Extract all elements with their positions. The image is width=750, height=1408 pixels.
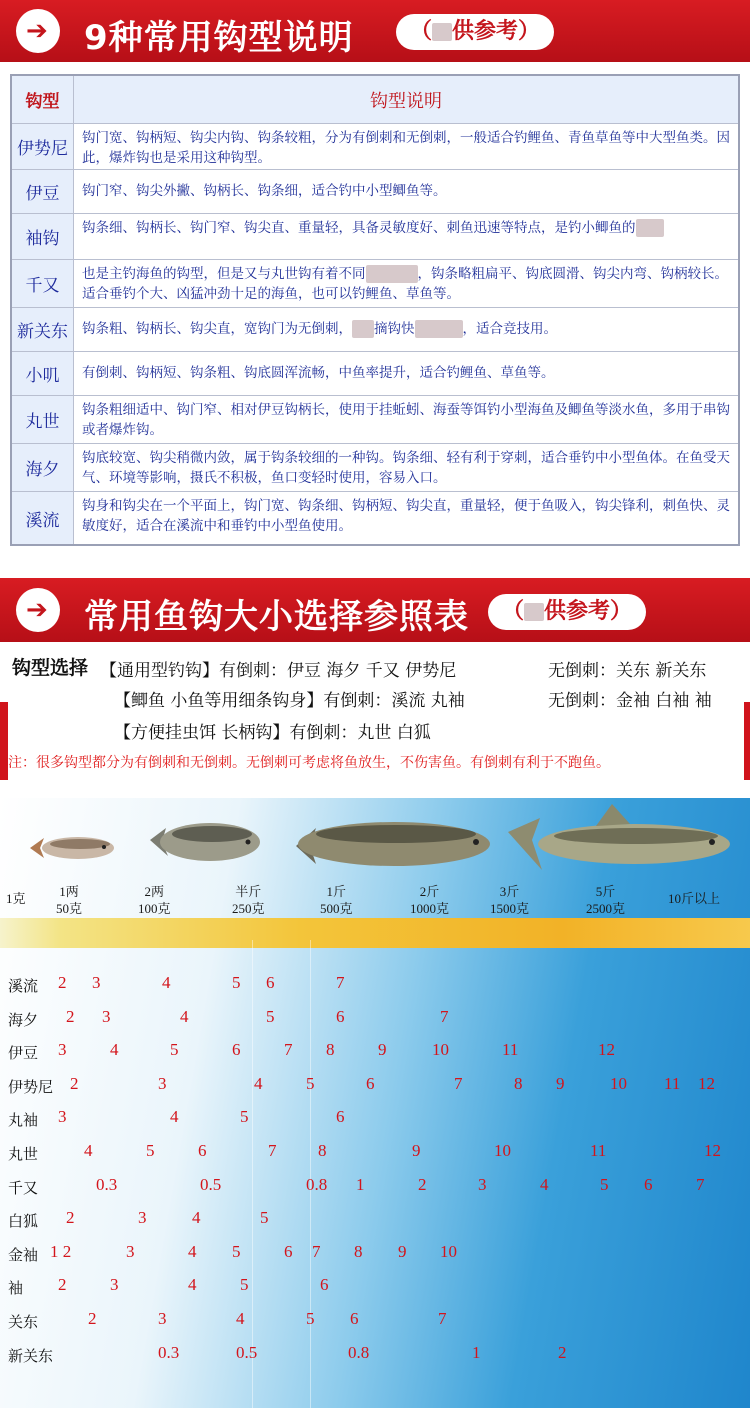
section1-note-pill: （ 供参考） bbox=[396, 14, 554, 50]
size-value: 10 bbox=[432, 1040, 449, 1060]
size-value: 3 bbox=[138, 1208, 147, 1228]
weight-label: 2斤 1000克 bbox=[410, 884, 450, 916]
size-value: 11 bbox=[664, 1073, 681, 1093]
blur-mark bbox=[432, 23, 452, 41]
row-desc: 钩门窄、钩尖外撇、钩柄长、钩条细，适合钓中小型鲫鱼等。 bbox=[82, 183, 447, 199]
size-value: 0.8 bbox=[348, 1342, 370, 1362]
table-row bbox=[12, 214, 738, 260]
size-value: 2 bbox=[66, 1208, 75, 1228]
row-name: 伊豆 bbox=[12, 170, 74, 213]
size-value: 4 bbox=[254, 1073, 263, 1093]
size-value: 7 bbox=[268, 1141, 277, 1160]
red-edge-right bbox=[744, 702, 750, 780]
row-name: 千又 bbox=[12, 260, 74, 307]
size-value: 6 bbox=[284, 1241, 293, 1261]
select-line-2-b: 无倒刺：金袖 白袖 袖 bbox=[548, 691, 712, 711]
weight-label: 1克 bbox=[6, 891, 26, 906]
weight-label: 1斤 500克 bbox=[320, 884, 353, 916]
size-value: 5 bbox=[232, 1241, 241, 1261]
section1-title: 9种常用钩型说明 bbox=[84, 18, 354, 58]
size-value: 10 bbox=[494, 1141, 511, 1160]
blur-mark bbox=[352, 320, 374, 338]
row-label: 丸世 bbox=[8, 1145, 39, 1163]
blur-mark bbox=[636, 219, 664, 237]
size-value: 2 bbox=[58, 973, 67, 992]
size-value: 8 bbox=[326, 1040, 335, 1060]
size-value: 3 bbox=[478, 1174, 487, 1194]
fish-icon bbox=[150, 823, 260, 861]
row-name: 丸世 bbox=[12, 396, 74, 443]
weight-label: 半斤 250克 bbox=[232, 884, 265, 916]
table-row bbox=[12, 124, 738, 170]
size-value: 6 bbox=[336, 1107, 345, 1127]
size-value: 3 bbox=[58, 1107, 67, 1127]
size-value: 3 bbox=[158, 1073, 167, 1093]
size-value: 5 bbox=[306, 1309, 315, 1328]
size-value: 0.3 bbox=[158, 1342, 180, 1362]
section2-banner bbox=[0, 578, 750, 642]
size-value: 4 bbox=[192, 1208, 201, 1228]
size-value: 4 bbox=[188, 1241, 197, 1261]
red-edge-left bbox=[0, 702, 8, 780]
grid-line bbox=[252, 940, 253, 1408]
fish-icon bbox=[296, 822, 490, 866]
size-value: 7 bbox=[440, 1006, 449, 1026]
row-desc: 有倒刺、钩柄短、钩条粗、钩底圆浑流畅，中鱼率提升，适合钓鲤鱼、草鱼等。 bbox=[82, 365, 555, 381]
row-desc: 钩条细、钩柄长、钩门窄、钩尖直、重量轻，具备灵敏度好、刺鱼迅速等特点，是钓小鲫鱼的 bbox=[82, 218, 732, 238]
table-row bbox=[12, 352, 738, 396]
size-value: 4 bbox=[110, 1040, 119, 1060]
row-desc: 钩底较宽、钩尖稍微内敛，属于钩条较细的一种钩。钩条细、轻有利于穿刺，适合垂钓中小型鱼体。在鱼受天气、环境等影响，摄氏不积极，鱼口变轻时使用，容易入口。 bbox=[82, 450, 730, 486]
size-value: 4 bbox=[162, 973, 171, 992]
size-value: 7 bbox=[438, 1309, 447, 1328]
row-desc: 钩身和钩尖在一个平面上，钩门宽、钩条细、钩柄短、钩尖直，重量轻，便于鱼吸入，钩尖锋利，刺鱼快、灵敏度好，适合在溪流中和垂钓中小型鱼使用。 bbox=[82, 498, 730, 534]
size-value: 3 bbox=[126, 1241, 135, 1261]
blur-mark bbox=[524, 603, 544, 621]
size-value: 0.8 bbox=[306, 1174, 328, 1194]
size-value: 9 bbox=[398, 1241, 407, 1261]
size-value: 5 bbox=[146, 1141, 155, 1160]
section1-banner bbox=[0, 0, 750, 62]
table-header bbox=[12, 76, 738, 124]
row-label: 新关东 bbox=[8, 1346, 54, 1365]
fish-icon bbox=[30, 837, 114, 859]
weight-scale-bar bbox=[0, 918, 750, 948]
size-value: 4 bbox=[84, 1141, 93, 1160]
size-value: 0.3 bbox=[96, 1174, 118, 1194]
table-row bbox=[12, 444, 738, 492]
row-name: 溪流 bbox=[12, 492, 74, 544]
size-value: 2 bbox=[418, 1174, 427, 1194]
size-value: 2 bbox=[558, 1342, 567, 1362]
row-desc: 钩条粗细适中、钩门窄、相对伊豆钩柄长，使用于挂蚯蚓、海蚕等饵钓小型海鱼及鲫鱼等淡水鱼，多用于串钩或者爆炸钩。 bbox=[82, 402, 730, 438]
select-line-2: 【鲫鱼 小鱼等用细条钩身】有倒刺：溪流 丸袖 bbox=[114, 691, 465, 711]
row-label: 袖 bbox=[8, 1279, 24, 1298]
blur-mark bbox=[415, 320, 463, 338]
size-value: 5 bbox=[266, 1006, 275, 1026]
row-label: 关东 bbox=[8, 1313, 39, 1331]
select-line-1-b: 无倒刺：关东 新关东 bbox=[548, 661, 707, 681]
size-value: 8 bbox=[354, 1241, 363, 1261]
size-value: 6 bbox=[350, 1309, 359, 1328]
size-value: 5 bbox=[260, 1208, 269, 1228]
section2-note-pill: （ 供参考） bbox=[488, 594, 646, 630]
size-value: 1 2 bbox=[50, 1241, 72, 1261]
size-value: 4 bbox=[180, 1006, 189, 1026]
size-value: 7 bbox=[312, 1241, 321, 1261]
size-value: 12 bbox=[704, 1141, 721, 1160]
row-name: 新关东 bbox=[12, 308, 74, 351]
table-row bbox=[12, 260, 738, 308]
row-label: 伊豆 bbox=[8, 1044, 39, 1063]
size-value: 0.5 bbox=[236, 1342, 258, 1362]
weight-label: 2两 100克 bbox=[138, 884, 171, 916]
size-value: 5 bbox=[240, 1275, 249, 1295]
section2-title: 常用鱼钩大小选择参照表 bbox=[84, 597, 469, 637]
size-value: 5 bbox=[306, 1073, 315, 1093]
size-value: 1 bbox=[472, 1342, 481, 1362]
size-value: 0.5 bbox=[200, 1174, 222, 1194]
header-col2: 钩型说明 bbox=[74, 76, 738, 123]
size-value: 12 bbox=[598, 1040, 615, 1060]
table-row bbox=[12, 308, 738, 352]
size-value: 6 bbox=[644, 1174, 653, 1194]
size-value: 10 bbox=[440, 1241, 457, 1261]
row-label: 千又 bbox=[8, 1178, 39, 1197]
row-label: 溪流 bbox=[8, 977, 39, 995]
weight-label: 3斤 1500克 bbox=[490, 884, 530, 916]
row-name: 海夕 bbox=[12, 444, 74, 491]
row-label: 白狐 bbox=[8, 1212, 39, 1231]
table-row bbox=[12, 170, 738, 214]
row-name: 袖钩 bbox=[12, 214, 74, 259]
table-row bbox=[12, 396, 738, 444]
size-value: 9 bbox=[378, 1040, 387, 1060]
size-value: 6 bbox=[232, 1040, 241, 1060]
size-value: 1 bbox=[356, 1174, 365, 1194]
weight-label: 1两 50克 bbox=[56, 884, 83, 916]
size-value: 6 bbox=[336, 1006, 345, 1026]
size-value: 2 bbox=[70, 1073, 79, 1093]
size-value: 7 bbox=[454, 1073, 463, 1093]
row-label: 丸袖 bbox=[8, 1111, 39, 1130]
fish-illustrations bbox=[0, 798, 750, 908]
row-desc: 也是主钓海鱼的钩型，但是又与丸世钩有着不同 ，钩条略粗扁平、钩底圆滑、钩尖内弯、钩柄较长。适合垂钓个大、凶猛冲劲十足的海鱼，也可以钓鲤鱼、草鱼等。 bbox=[82, 266, 728, 302]
size-value: 9 bbox=[556, 1073, 565, 1093]
size-value: 3 bbox=[110, 1275, 119, 1295]
size-value: 5 bbox=[170, 1040, 179, 1060]
table-row bbox=[12, 492, 738, 544]
size-value: 3 bbox=[92, 973, 101, 992]
row-label: 金袖 bbox=[8, 1245, 39, 1264]
size-value: 12 bbox=[698, 1073, 715, 1093]
arrow-icon: ➔ bbox=[16, 9, 60, 53]
size-value: 7 bbox=[284, 1040, 293, 1060]
size-value: 4 bbox=[188, 1275, 197, 1295]
size-value: 8 bbox=[514, 1073, 523, 1093]
row-name: 伊势尼 bbox=[12, 124, 74, 169]
size-value: 6 bbox=[320, 1275, 329, 1295]
size-value: 5 bbox=[240, 1107, 249, 1127]
select-line-1: 【通用型钓钩】有倒刺：伊豆 海夕 千又 伊势尼 bbox=[100, 661, 457, 681]
size-value: 2 bbox=[58, 1275, 67, 1295]
size-value: 6 bbox=[198, 1141, 207, 1160]
footnote: 注：很多钩型都分为有倒刺和无倒刺。无倒刺可考虑将鱼放生，不伤害鱼。有倒刺有利于不跑鱼。 bbox=[8, 755, 610, 771]
size-value: 7 bbox=[696, 1174, 705, 1194]
row-name: 小叽 bbox=[12, 352, 74, 395]
size-value: 3 bbox=[102, 1006, 111, 1026]
row-label: 海夕 bbox=[8, 1010, 39, 1029]
row-desc: 钩门宽、钩柄短、钩尖内钩、钩条较粗，分为有倒刺和无倒刺，一般适合钓鲤鱼、青鱼草鱼等中大型鱼类。因此，爆炸钩也是采用这种钩型。 bbox=[82, 130, 730, 166]
size-value: 5 bbox=[232, 973, 241, 992]
row-desc: 钩条粗、钩柄长、钩尖直，宽钩门为无倒刺， 摘钩快 ，适合竞技用。 bbox=[82, 321, 557, 337]
size-value: 4 bbox=[540, 1174, 549, 1194]
size-value: 4 bbox=[236, 1309, 245, 1328]
select-label: 钩型选择 bbox=[12, 657, 89, 679]
size-value: 6 bbox=[266, 973, 275, 992]
size-value: 10 bbox=[610, 1073, 627, 1093]
header-col1: 钩型 bbox=[12, 76, 74, 123]
size-value: 6 bbox=[366, 1073, 375, 1093]
size-value: 8 bbox=[318, 1141, 327, 1160]
size-value: 11 bbox=[590, 1141, 607, 1160]
size-value: 3 bbox=[158, 1309, 167, 1328]
size-value: 11 bbox=[502, 1040, 519, 1060]
row-label: 伊势尼 bbox=[8, 1077, 54, 1096]
size-value: 5 bbox=[600, 1174, 609, 1194]
size-value: 7 bbox=[336, 973, 345, 992]
size-value: 2 bbox=[88, 1309, 97, 1328]
size-value: 3 bbox=[58, 1040, 67, 1060]
hook-type-table bbox=[10, 74, 740, 546]
select-line-3: 【方便挂虫饵 长柄钩】有倒刺：丸世 白狐 bbox=[114, 723, 431, 743]
size-value: 9 bbox=[412, 1141, 421, 1160]
size-value: 2 bbox=[66, 1006, 75, 1026]
arrow-icon: ➔ bbox=[16, 588, 60, 632]
weight-label: 10斤以上 bbox=[668, 891, 721, 906]
fish-icon bbox=[508, 804, 730, 870]
blur-mark bbox=[366, 265, 418, 283]
weight-label: 5斤 2500克 bbox=[586, 884, 626, 916]
size-value: 4 bbox=[170, 1107, 179, 1127]
